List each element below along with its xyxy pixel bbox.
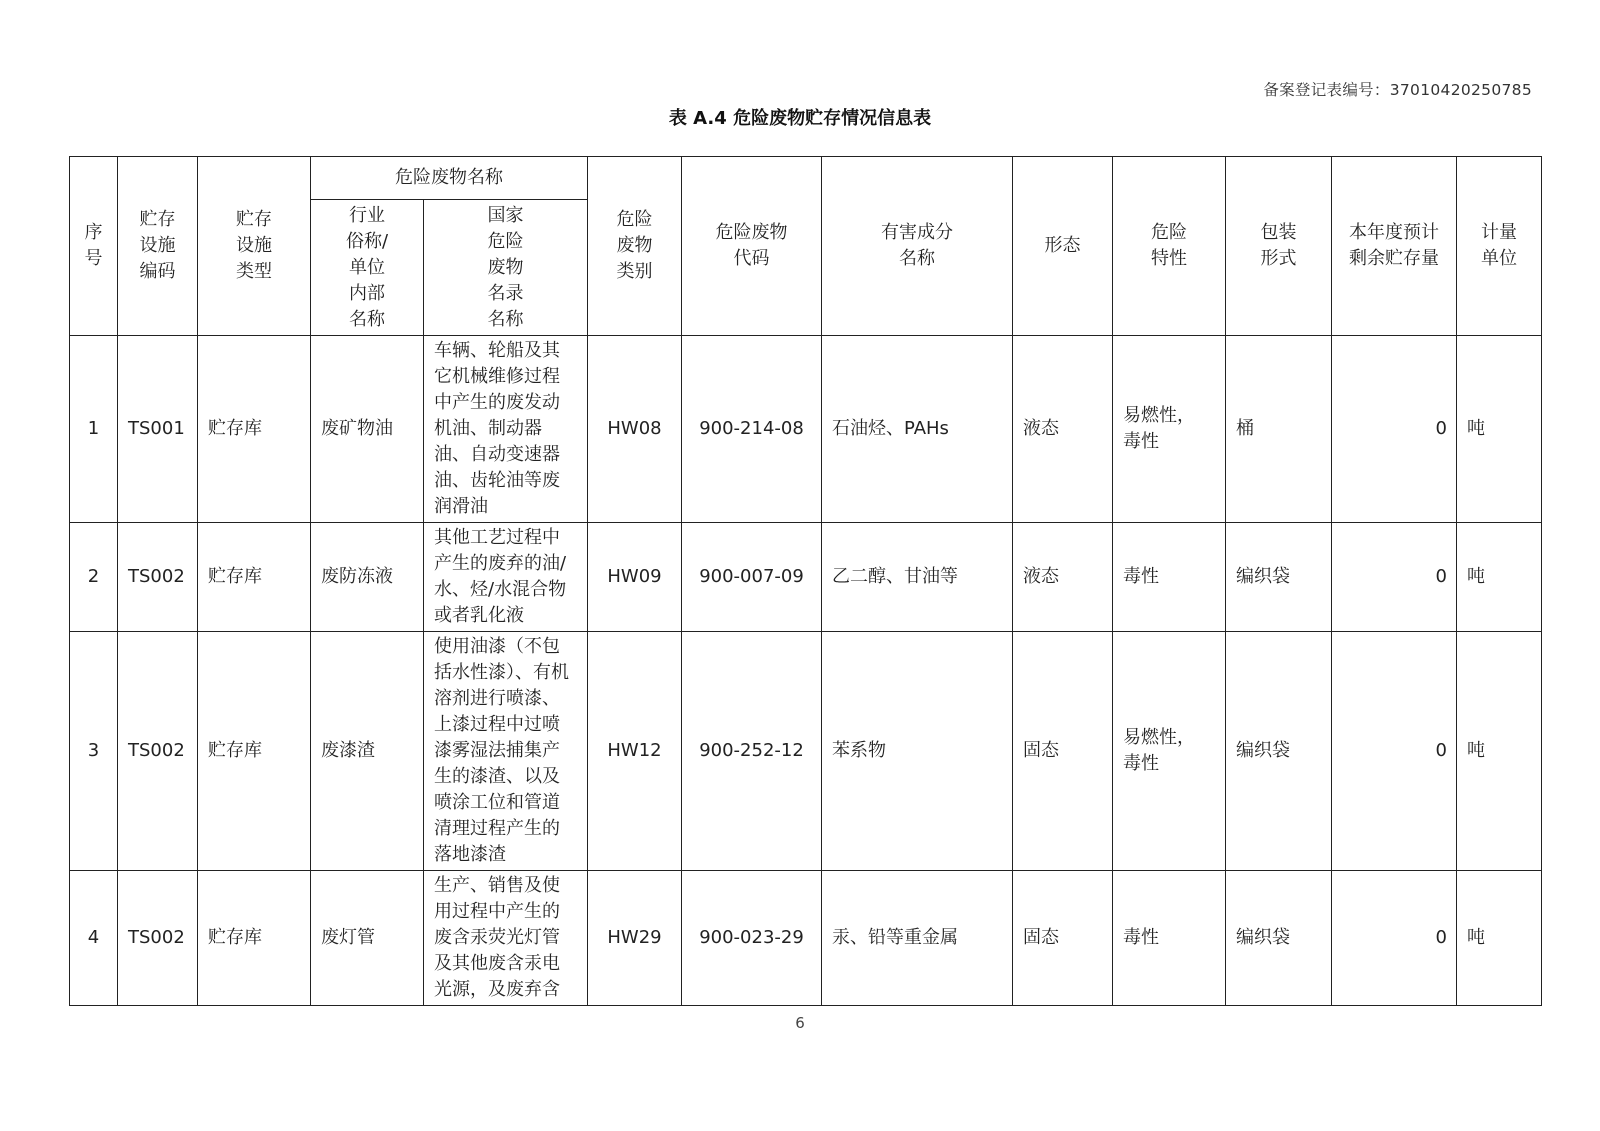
cell-harmful: 石油烃、PAHs xyxy=(822,336,1013,523)
col-header-category: 危险 废物 类别 xyxy=(588,157,682,336)
cell-industry-name: 废防冻液 xyxy=(311,523,424,632)
col-header-code: 危险废物 代码 xyxy=(682,157,822,336)
col-header-facility-type: 贮存 设施 类型 xyxy=(198,157,311,336)
col-header-remaining: 本年度预计 剩余贮存量 xyxy=(1332,157,1457,336)
table-row xyxy=(70,336,1542,523)
cell-hazard: 易燃性， 毒性 xyxy=(1113,336,1226,523)
table-row xyxy=(70,871,1542,1006)
cell-national-name: 其他工艺过程中产生的废弃的油/水、烃/水混合物或者乳化液 xyxy=(424,523,588,632)
cell-remaining: 0 xyxy=(1332,632,1457,871)
col-header-national-name: 国家 危险 废物 名录 名称 xyxy=(424,200,588,336)
table-row xyxy=(70,632,1542,871)
cell-industry-name: 废漆渣 xyxy=(311,632,424,871)
page-number: 6 xyxy=(795,1014,805,1032)
cell-remaining: 0 xyxy=(1332,871,1457,1006)
cell-facility-type: 贮存库 xyxy=(198,523,311,632)
cell-hazard: 易燃性， 毒性 xyxy=(1113,632,1226,871)
col-header-waste-name-group: 危险废物名称 xyxy=(311,157,588,200)
cell-facility-code: TS002 xyxy=(118,523,198,632)
cell-national-name: 使用油漆（不包括水性漆）、有机溶剂进行喷漆、上漆过程中过喷漆雾湿法捕集产生的漆渣、以及喷涂工位和管道清理过程产生的落地漆渣 xyxy=(424,632,588,871)
cell-industry-name: 废矿物油 xyxy=(311,336,424,523)
col-header-hazard: 危险 特性 xyxy=(1113,157,1226,336)
cell-category: HW09 xyxy=(588,523,682,632)
cell-category: HW29 xyxy=(588,871,682,1006)
col-header-form: 形态 xyxy=(1013,157,1113,336)
cell-category: HW12 xyxy=(588,632,682,871)
cell-harmful: 乙二醇、甘油等 xyxy=(822,523,1013,632)
col-header-industry-name: 行业 俗称/ 单位 内部 名称 xyxy=(311,200,424,336)
registration-number: 备案登记表编号：37010420250785 xyxy=(1263,81,1532,99)
cell-hazard: 毒性 xyxy=(1113,871,1226,1006)
hazardous-waste-storage-table xyxy=(69,156,1542,1006)
cell-form: 固态 xyxy=(1013,632,1113,871)
col-header-harmful: 有害成分 名称 xyxy=(822,157,1013,336)
cell-seq: 4 xyxy=(70,871,118,1006)
col-header-seq: 序 号 xyxy=(70,157,118,336)
table-row xyxy=(70,523,1542,632)
cell-national-name: 生产、销售及使用过程中产生的废含汞荧光灯管及其他废含汞电光源，及废弃含 xyxy=(424,871,588,1006)
cell-facility-code: TS002 xyxy=(118,871,198,1006)
col-header-package: 包装 形式 xyxy=(1226,157,1332,336)
col-header-unit: 计量 单位 xyxy=(1457,157,1542,336)
cell-code: 900-252-12 xyxy=(682,632,822,871)
cell-category: HW08 xyxy=(588,336,682,523)
cell-facility-code: TS001 xyxy=(118,336,198,523)
cell-package: 编织袋 xyxy=(1226,632,1332,871)
cell-harmful: 苯系物 xyxy=(822,632,1013,871)
cell-code: 900-007-09 xyxy=(682,523,822,632)
cell-form: 液态 xyxy=(1013,523,1113,632)
cell-package: 编织袋 xyxy=(1226,523,1332,632)
cell-seq: 3 xyxy=(70,632,118,871)
cell-seq: 2 xyxy=(70,523,118,632)
cell-harmful: 汞、铅等重金属 xyxy=(822,871,1013,1006)
cell-unit: 吨 xyxy=(1457,523,1542,632)
cell-form: 液态 xyxy=(1013,336,1113,523)
cell-code: 900-023-29 xyxy=(682,871,822,1006)
cell-form: 固态 xyxy=(1013,871,1113,1006)
cell-remaining: 0 xyxy=(1332,336,1457,523)
cell-facility-type: 贮存库 xyxy=(198,336,311,523)
cell-unit: 吨 xyxy=(1457,871,1542,1006)
cell-unit: 吨 xyxy=(1457,632,1542,871)
cell-industry-name: 废灯管 xyxy=(311,871,424,1006)
cell-facility-type: 贮存库 xyxy=(198,871,311,1006)
cell-national-name: 车辆、轮船及其它机械维修过程中产生的废发动机油、制动器油、自动变速器油、齿轮油等废润滑油 xyxy=(424,336,588,523)
cell-unit: 吨 xyxy=(1457,336,1542,523)
cell-hazard: 毒性 xyxy=(1113,523,1226,632)
cell-facility-code: TS002 xyxy=(118,632,198,871)
cell-facility-type: 贮存库 xyxy=(198,632,311,871)
table-title: 表 A.4 危险废物贮存情况信息表 xyxy=(668,108,932,129)
cell-seq: 1 xyxy=(70,336,118,523)
col-header-facility-code: 贮存 设施 编码 xyxy=(118,157,198,336)
cell-package: 桶 xyxy=(1226,336,1332,523)
cell-code: 900-214-08 xyxy=(682,336,822,523)
cell-remaining: 0 xyxy=(1332,523,1457,632)
header-row xyxy=(70,157,1542,200)
cell-package: 编织袋 xyxy=(1226,871,1332,1006)
